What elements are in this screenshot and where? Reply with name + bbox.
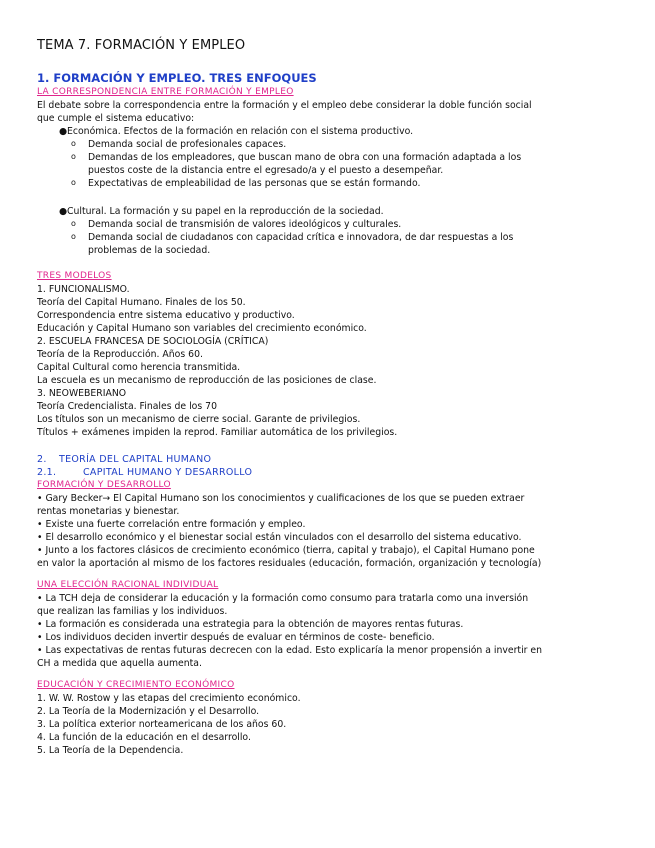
model-line: Educación y Capital Humano son variables del crecimiento económico. <box>37 323 367 334</box>
section-2-number: 2. <box>37 454 47 465</box>
section-1-body <box>37 86 627 257</box>
models-section <box>37 270 627 439</box>
sub-bullet-text: Demanda social de ciudadanos con capacidad crítica e innovadora, de dar respuestas a los <box>88 232 514 243</box>
formation-line: en valor la aportación al mismo de los factores residuales (educación, formación, organización y tecnología) <box>37 558 542 569</box>
sub-bullet <box>37 177 627 190</box>
sub-bullet-text: Expectativas de empleabilidad de las personas que se están formando. <box>88 178 421 189</box>
document-title: TEMA 7. FORMACIÓN Y EMPLEO <box>37 38 246 53</box>
bullet-cultural <box>37 205 627 218</box>
sub-bullet-text: Demanda social de transmisión de valores ideológicos y culturales. <box>88 219 402 230</box>
bullet-dot-icon: ● <box>59 126 68 137</box>
formation-line: • El desarrollo económico y el bienestar social están vinculados con el desarrollo del sistema educativo. <box>37 532 522 543</box>
formation-line: rentas monetarias y bienestar. <box>37 506 180 517</box>
choice-line: • Las expectativas de rentas futuras decrecen con la edad. Esto explicaría la menor propensión a invertir en <box>37 645 543 656</box>
model-line: 1. FUNCIONALISMO. <box>37 284 130 295</box>
model-line: Los títulos son un mecanismo de cierre social. Garante de privilegios. <box>37 414 361 425</box>
bullet-economic <box>37 125 627 138</box>
sub-bullet <box>37 151 627 164</box>
model-line: 2. ESCUELA FRANCESA DE SOCIOLOGÍA (CRÍTICA) <box>37 336 269 347</box>
circle-bullet-icon: o <box>71 232 76 241</box>
subheading-formation: FORMACIÓN Y DESARROLLO <box>37 480 171 490</box>
model-line: Títulos + exámenes impiden la reprod. Familiar automática de los privilegios. <box>37 427 398 438</box>
subheading-correspondence: LA CORRESPONDENCIA ENTRE FORMACIÓN Y EMPLEO <box>37 87 294 97</box>
model-line: La escuela es un mecanismo de reproducción de las posiciones de clase. <box>37 375 377 386</box>
section-2-1-number: 2.1. <box>37 467 57 478</box>
bullet-text: Económica. Efectos de la formación en relación con el sistema productivo. <box>67 126 414 137</box>
sub-bullet-continuation: problemas de la sociedad. <box>88 245 211 256</box>
circle-bullet-icon: o <box>71 219 76 228</box>
section-2-1-title: CAPITAL HUMANO Y DESARROLLO <box>83 467 253 478</box>
choice-line: que realizan las familias y los individuos. <box>37 606 228 617</box>
sub-bullet <box>37 138 627 151</box>
choice-line: • La formación es considerada una estrategia para la obtención de mayores rentas futuras. <box>37 619 464 630</box>
growth-line: 4. La función de la educación en el desarrollo. <box>37 732 251 743</box>
circle-bullet-icon: o <box>71 139 76 148</box>
subheading-rational-choice: UNA ELECCIÓN RACIONAL INDIVIDUAL <box>37 580 219 590</box>
sub-bullet-continuation: puestos coste de la distancia entre el egresado/a y el puesto a desempeñar. <box>88 165 444 176</box>
bullet-text: Cultural. La formación y su papel en la reproducción de la sociedad. <box>67 206 384 217</box>
section-2-title: TEORÍA DEL CAPITAL HUMANO <box>59 454 212 465</box>
model-line: Correspondencia entre sistema educativo y productivo. <box>37 310 295 321</box>
section-1-heading: 1. FORMACIÓN Y EMPLEO. TRES ENFOQUES <box>37 71 317 85</box>
circle-bullet-icon: o <box>71 178 76 187</box>
section-2 <box>37 453 627 757</box>
formation-line: • Gary Becker→ El Capital Humano son los conocimientos y cualificaciones de los que se pueden extraer <box>37 493 525 504</box>
choice-line: CH a medida que aquella aumenta. <box>37 658 202 669</box>
model-line: 3. NEOWEBERIANO <box>37 388 127 399</box>
sub-bullet-text: Demandas de los empleadores, que buscan mano de obra con una formación adaptada a los <box>88 152 522 163</box>
sub-bullet-text: Demanda social de profesionales capaces. <box>88 139 287 150</box>
intro-line: que cumple el sistema educativo: <box>37 113 195 124</box>
model-line: Teoría del Capital Humano. Finales de los 50. <box>37 297 246 308</box>
sub-bullet <box>37 218 627 231</box>
growth-line: 1. W. W. Rostow y las etapas del crecimiento económico. <box>37 693 301 704</box>
section-2-1-heading <box>37 466 627 479</box>
growth-line: 2. La Teoría de la Modernización y el Desarrollo. <box>37 706 260 717</box>
sub-bullet <box>37 231 627 244</box>
subheading-education-growth: EDUCACIÓN Y CRECIMIENTO ECONÓMICO <box>37 680 235 690</box>
choice-line: • Los individuos deciden invertir después de evaluar en términos de coste- beneficio. <box>37 632 435 643</box>
growth-line: 3. La política exterior norteamericana de los años 60. <box>37 719 287 730</box>
growth-line: 5. La Teoría de la Dependencia. <box>37 745 184 756</box>
subheading-models: TRES MODELOS <box>37 271 112 281</box>
formation-line: • Existe una fuerte correlación entre formación y empleo. <box>37 519 306 530</box>
model-line: Capital Cultural como herencia transmitida. <box>37 362 241 373</box>
section-2-heading <box>37 453 627 466</box>
bullet-dot-icon: ● <box>59 206 68 217</box>
model-line: Teoría de la Reproducción. Años 60. <box>37 349 203 360</box>
circle-bullet-icon: o <box>71 152 76 161</box>
formation-line: • Junto a los factores clásicos de crecimiento económico (tierra, capital y trabajo), el Capital Humano pone <box>37 545 535 556</box>
model-line: Teoría Credencialista. Finales de los 70 <box>37 401 217 412</box>
intro-line: El debate sobre la correspondencia entre la formación y el empleo debe considerar la doble función social <box>37 100 532 111</box>
choice-line: • La TCH deja de considerar la educación y la formación como consumo para tratarla como una inversión <box>37 593 529 604</box>
